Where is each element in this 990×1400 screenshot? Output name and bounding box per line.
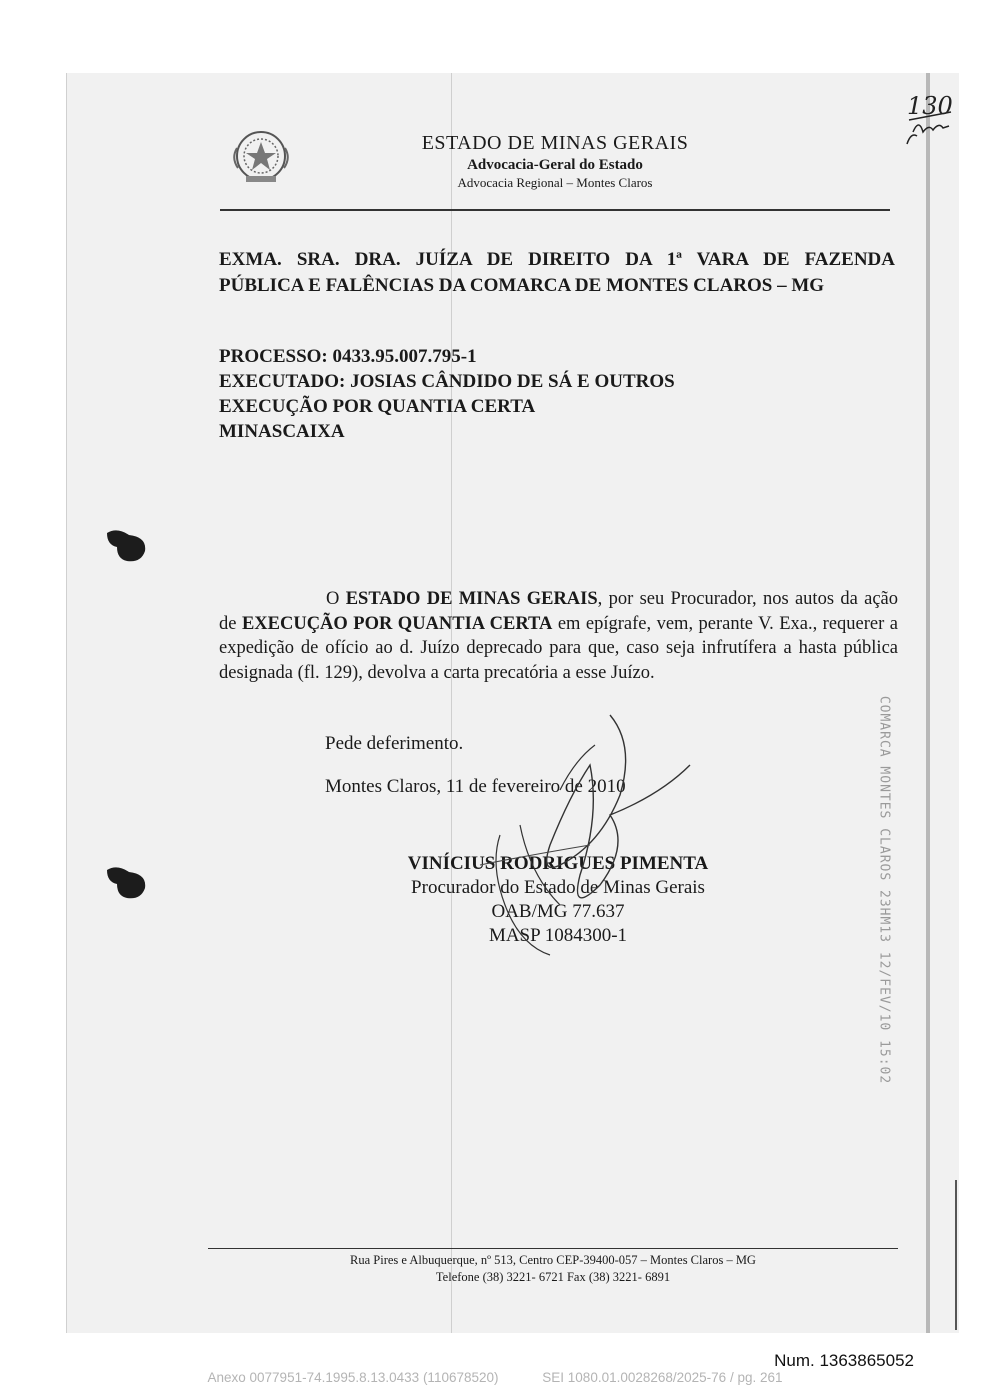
footer	[208, 1252, 898, 1286]
annex-left: Anexo 0077951-74.1995.8.13.0433 (110678520)	[207, 1370, 499, 1385]
protocol-stamp: COMARCA MONTES CLAROS 23HM13 12/FEV/10 15:02	[876, 695, 892, 1085]
party-name: ESTADO DE MINAS GERAIS	[345, 589, 598, 609]
coat-of-arms-seal-icon	[228, 128, 294, 188]
page-number-text: 130	[907, 92, 953, 120]
punch-hole-icon	[103, 862, 149, 902]
signatory-masp: MASP 1084300-1	[488, 925, 628, 946]
closing-request: Pede deferimento.	[325, 733, 464, 754]
punch-hole-icon	[103, 525, 149, 565]
addressee-line-2: PÚBLICA E FALÊNCIAS DA COMARCA DE MONTES CLAROS – MG	[219, 275, 825, 296]
case-info	[219, 344, 675, 444]
executed-party: EXECUTADO: JOSIAS CÂNDIDO DE SÁ E OUTROS	[219, 371, 675, 392]
action-name: EXECUÇÃO POR QUANTIA CERTA	[241, 613, 553, 634]
footer-phone: Telefone (38) 3221- 6721 Fax (38) 3221- 6891	[435, 1270, 671, 1284]
page-number-mark	[893, 88, 959, 154]
handwritten-signature	[460, 705, 710, 965]
petition-paragraph: O ESTADO DE MINAS GERAIS, por seu Procurador, nos autos da ação de EXECUÇÃO POR QUANTIA CERTA em epígrafe, vem, perante V. Exa., requerer a expedição de ofício ao d. Juízo deprecado para que, caso seja infrutífera a hasta pública designada (fl. 129), devolva a carta precatória a esse Juízo.	[219, 589, 898, 683]
signatory-oab: OAB/MG 77.637	[491, 901, 625, 922]
footer-divider	[208, 1248, 898, 1249]
signatory-title: Procurador do Estado de Minas Gerais	[411, 877, 705, 898]
letterhead-regional: Advocacia Regional – Montes Claros	[457, 175, 653, 190]
letterhead-state: ESTADO DE MINAS GERAIS	[421, 132, 689, 154]
footer-address: Rua Pires e Albuquerque, nº 513, Centro CEP-39400-057 – Montes Claros – MG	[350, 1253, 756, 1267]
case-entity: MINASCAIXA	[219, 421, 345, 442]
addressee-line-1: EXMA. SRA. DRA. JUÍZA DE DIREITO DA 1ª VARA DE FAZENDA	[219, 249, 895, 270]
process-number: PROCESSO: 0433.95.007.795-1	[219, 346, 477, 367]
letterhead	[380, 132, 730, 191]
page-edge-shadow	[955, 1180, 957, 1330]
signatory-name: VINÍCIUS RODRIGUES PIMENTA	[407, 853, 709, 874]
addressee	[219, 247, 895, 299]
place-date: Montes Claros, 11 de fevereiro de 2010	[325, 776, 626, 797]
annex-reference	[0, 1370, 990, 1385]
annex-right: SEI 1080.01.0028268/2025-76 / pg. 261	[542, 1370, 783, 1385]
document-number: Num. 1363865052	[774, 1351, 914, 1370]
header-divider	[220, 209, 890, 211]
case-type: EXECUÇÃO POR QUANTIA CERTA	[219, 396, 536, 417]
page-edge	[926, 73, 930, 1333]
letterhead-agency: Advocacia-Geral do Estado	[467, 157, 643, 173]
